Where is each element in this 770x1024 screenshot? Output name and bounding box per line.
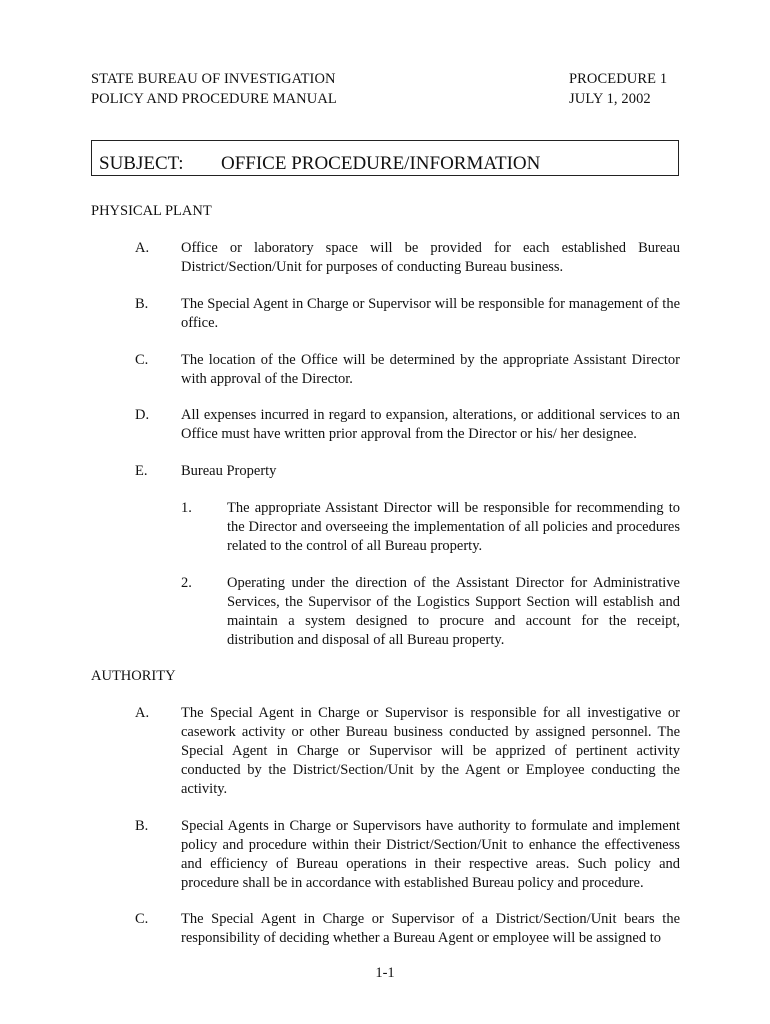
physical-plant-item-b-letter: B.	[135, 296, 149, 312]
bureau-property-item-1-number: 1.	[181, 500, 192, 516]
agency-name: STATE BUREAU OF INVESTIGATION	[91, 71, 336, 87]
physical-plant-item-a-letter: A.	[135, 240, 150, 256]
authority-item-c-letter: C.	[135, 911, 149, 927]
bureau-property-item-2-text: Operating under the direction of the Assistant Director for Administrative Services, the Supervisor of the Logistics Support Section will establish and maintain a system designed to procure and account for the receipt, distribution and disposal of all Bureau property.	[227, 575, 680, 648]
authority-item-c-text: The Special Agent in Charge or Supervisor of a District/Section/Unit bears the responsibility of deciding whether a Bureau Agent or employee will be assigned to	[181, 911, 680, 946]
authority-item-a-text: The Special Agent in Charge or Supervisor is responsible for all investigative or casework activity or other Bureau business conducted by assigned personnel. The Special Agent in Charge or Supervisor will be apprized of pertinent activity conducted by the District/Section/Unit by the Agent or Employee conducting the activity.	[181, 705, 680, 797]
physical-plant-item-a-text: Office or laboratory space will be provided for each established Bureau District/Section/Unit for purposes of conducting Bureau business.	[181, 240, 680, 275]
physical-plant-item-d-text: All expenses incurred in regard to expansion, alterations, or additional services to an Office must have written prior approval from the Director or his/ her designee.	[181, 407, 680, 442]
bureau-property-item-2-number: 2.	[181, 575, 192, 591]
manual-name: POLICY AND PROCEDURE MANUAL	[91, 91, 337, 107]
authority-item-b-text: Special Agents in Charge or Supervisors have authority to formulate and implement policy and procedure within their District/Section/Unit to enhance the effectiveness and efficiency of Bureau operations in their respective areas. Such policy and procedure shall be in accordance with established Bureau policy and procedure.	[181, 818, 680, 891]
physical-plant-item-e-letter: E.	[135, 463, 148, 479]
procedure-number: PROCEDURE 1	[569, 71, 668, 87]
bureau-property-item-1-text: The appropriate Assistant Director will be responsible for recommending to the Director and overseeing the implementation of all policies and procedures related to the control of all Bureau property.	[227, 500, 680, 554]
subject-title: OFFICE PROCEDURE/INFORMATION	[221, 153, 541, 174]
authority-heading: AUTHORITY	[91, 668, 176, 684]
physical-plant-item-e-text: Bureau Property	[181, 463, 277, 479]
procedure-date: JULY 1, 2002	[569, 91, 651, 107]
authority-item-a-letter: A.	[135, 705, 150, 721]
page-number: 1-1	[375, 965, 395, 981]
header-left	[91, 69, 337, 109]
physical-plant-heading: PHYSICAL PLANT	[91, 203, 212, 219]
subject-box	[91, 140, 679, 176]
subject-label: SUBJECT:	[99, 153, 184, 174]
physical-plant-item-c-text: The location of the Office will be determined by the appropriate Assistant Director with approval of the Director.	[181, 352, 680, 387]
header-right	[569, 69, 667, 109]
authority-item-b-letter: B.	[135, 818, 149, 834]
physical-plant-item-d-letter: D.	[135, 407, 150, 423]
physical-plant-item-c-letter: C.	[135, 352, 149, 368]
physical-plant-item-b-text: The Special Agent in Charge or Supervisor will be responsible for management of the office.	[181, 296, 680, 331]
